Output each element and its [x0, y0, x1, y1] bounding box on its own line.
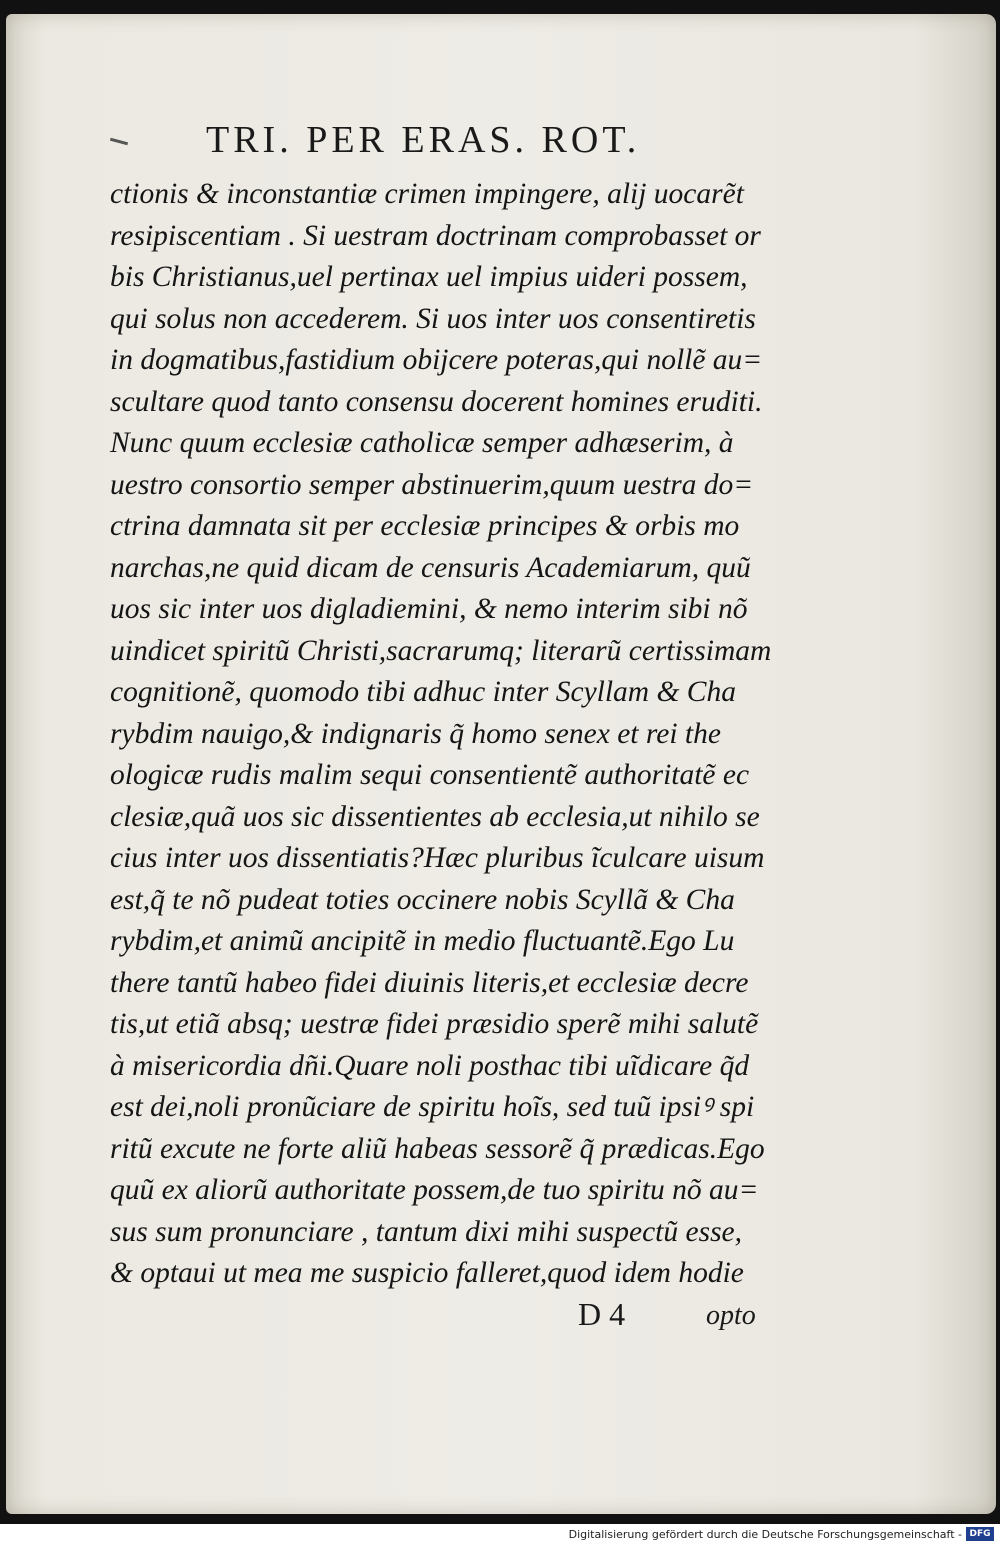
text-line: ctrina damnata sit per ecclesiæ principes & orbis mo: [110, 510, 740, 542]
text-line: rybdim,et animũ ancipitẽ in medio fluctuantẽ.Ego Lu: [110, 925, 735, 957]
signature-mark: D 4: [578, 1296, 626, 1332]
text-line: tis,ut etiã absq; uestræ fidei præsidio sperẽ mihi salutẽ: [110, 1008, 759, 1040]
dfg-logo-icon: DFG: [966, 1527, 994, 1541]
text-line: à misericordia dñi.Quare noli posthac tibi uĩdicare q̃d: [110, 1049, 750, 1082]
text-line: scultare quod tanto consensu docerent homines eruditi.: [110, 385, 763, 418]
text-line: clesiæ,quã uos sic dissentientes ab ecclesia,ut nihilo se: [110, 800, 760, 833]
text-line: uestro consortio semper abstinuerim,quum uestra do=: [110, 468, 754, 501]
text-line: uindicet spiritũ Christi,sacrarumq; literarũ certissimam: [110, 634, 772, 667]
catchword: opto: [706, 1300, 756, 1331]
text-line: uos sic inter uos digladiemini, & nemo interim sibi nõ: [110, 593, 748, 625]
text-line: sus sum pronunciare , tantum dixi mihi suspectũ esse,: [110, 1215, 743, 1248]
text-line: cius inter uos dissentiatis?Hæc pluribus ĩculcare uisum: [110, 842, 765, 874]
text-line: rybdim nauigo,& indignaris q̃ homo senex et rei the: [110, 717, 721, 750]
text-line: in dogmatibus,fastidium obijcere poteras,qui nollẽ au=: [110, 344, 763, 376]
text-line: bis Christianus,uel pertinax uel impius uideri possem,: [110, 261, 748, 293]
footer-bar: [0, 1524, 1000, 1544]
body-text: [110, 174, 790, 1295]
text-line: est dei,noli pronũciare de spiritu hoĩs, sed tuũ ipsiꝰ spi: [110, 1091, 755, 1123]
book-page: [6, 14, 996, 1514]
text-line: cognitionẽ, quomodo tibi adhuc inter Scyllam & Cha: [110, 676, 736, 708]
text-line: narchas,ne quid dicam de censuris Academiarum, quũ: [110, 551, 751, 584]
margin-mark: [110, 138, 128, 146]
running-head: TRI. PER ERAS. ROT.: [206, 119, 641, 161]
text-line: there tantũ habeo fidei diuinis literis,et ecclesiæ decre: [110, 966, 749, 999]
text-line: est,q̃ te nõ pudeat toties occinere nobis Scyllã & Cha: [110, 883, 735, 916]
text-line: ologicæ rudis malim sequi consentientẽ authoritatẽ ec: [110, 759, 750, 791]
text-line: resipiscentiam . Si uestram doctrinam comprobasset or: [110, 219, 761, 252]
text-line: & optaui ut mea me suspicio falleret,quod idem hodie: [110, 1257, 744, 1289]
funding-credit: Digitalisierung gefördert durch die Deutsche Forschungsgemeinschaft -: [568, 1528, 962, 1541]
text-line: qui solus non accederem. Si uos inter uos consentiretis: [110, 302, 756, 335]
text-line: ctionis & inconstantiæ crimen impingere, alij uocarẽt: [110, 178, 744, 210]
text-line: Nunc quum ecclesiæ catholicæ semper adhæserim, à: [110, 427, 734, 459]
text-line: quũ ex aliorũ authoritate possem,de tuo spiritu nõ au=: [110, 1174, 759, 1206]
text-line: ritũ excute ne forte aliũ habeas sessorẽ q̃ prædicas.Ego: [110, 1132, 765, 1165]
